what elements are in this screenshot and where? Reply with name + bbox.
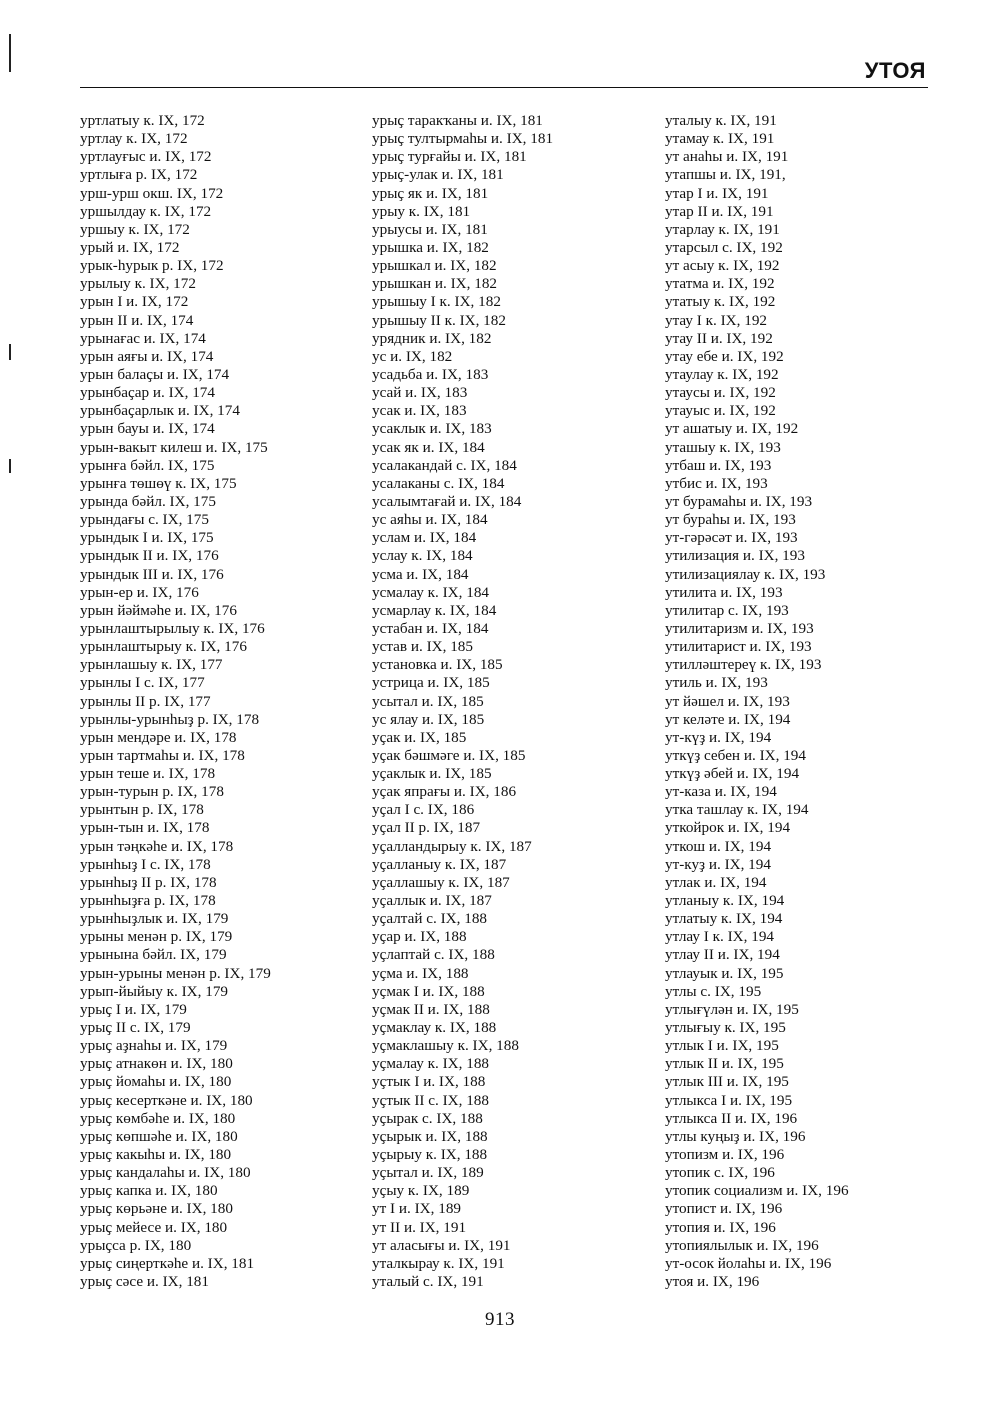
index-entry: уҫыу к. IX, 189 <box>372 1182 470 1200</box>
index-entry: урыҫ сәсе и. IX, 181 <box>80 1273 209 1290</box>
index-entry: урынлы II р. IX, 177 <box>80 692 211 710</box>
index-entry: уҫалтай с. IX, 188 <box>372 910 488 928</box>
index-entry: утопик социализм и. IX, 196 <box>665 1182 849 1200</box>
index-entry: утлатыу к. IX, 194 <box>665 910 783 928</box>
index-entry: ус аяһы и. IX, 184 <box>372 511 488 529</box>
index-entry: уткош и. IX, 194 <box>665 837 772 855</box>
index-entry: уршылдау к. IX, 172 <box>80 202 212 220</box>
index-entry: утбаш и. IX, 193 <box>665 456 772 474</box>
index-entry: урынлашыу к. IX, 177 <box>80 656 223 674</box>
index-entry: усадьба и. IX, 183 <box>372 365 489 383</box>
index-entry: урыҫ йомаһы и. IX, 180 <box>80 1073 232 1091</box>
index-entry: урын-тын и. IX, 178 <box>80 819 210 837</box>
index-entry: утар II и. IX, 191 <box>665 202 774 220</box>
index-entry: уталый с. IX, 191 <box>372 1273 484 1290</box>
index-entry: уҫырак с. IX, 188 <box>372 1109 483 1127</box>
index-entry: уткүҙ себен и. IX, 194 <box>665 746 806 764</box>
index-entry: урындык III и. IX, 176 <box>80 565 224 583</box>
index-entry: ус ялау и. IX, 185 <box>372 710 485 728</box>
index-entry: ут асыу к. IX, 192 <box>665 257 780 275</box>
index-entry: утамау к. IX, 191 <box>665 130 775 148</box>
index-entry: уҫмаклау к. IX, 188 <box>372 1019 497 1037</box>
index-entry: урынлы-урынһыҙ р. IX, 178 <box>80 710 260 728</box>
index-entry: усмарлау к. IX, 184 <box>372 601 497 619</box>
index-entry: урын-вакыт килеш и. IX, 175 <box>80 438 268 456</box>
index-entry: утилита и. IX, 193 <box>665 583 783 601</box>
index-entry: урышкал и. IX, 182 <box>372 257 497 275</box>
index-entry: урынтын р. IX, 178 <box>80 801 204 819</box>
margin-mark <box>9 34 11 72</box>
index-entry: уртлауғыс и. IX, 172 <box>80 148 212 166</box>
index-entry: урш-урш окш. IX, 172 <box>80 184 224 202</box>
index-entry: уҫак бәшмәге и. IX, 185 <box>372 746 526 764</box>
index-entry: урыҫ таракҡаны и. IX, 181 <box>372 112 543 129</box>
index-entry: урын-урыны менән р. IX, 179 <box>80 964 271 982</box>
index-entry: уташыу к. IX, 193 <box>665 438 781 456</box>
index-entry: урында бәйл. IX, 175 <box>80 492 216 510</box>
index-entry: усытал и. IX, 185 <box>372 692 484 710</box>
index-entry: уртлатыу к. IX, 172 <box>80 112 205 129</box>
index-entry: урыҫ як и. IX, 181 <box>372 184 489 202</box>
index-entry: уҫтык I и. IX, 188 <box>372 1073 486 1091</box>
index-entry: ут ашатыу и. IX, 192 <box>665 420 799 438</box>
index-entry: ут-куҙ и. IX, 194 <box>665 855 771 873</box>
index-entry: утлык II и. IX, 195 <box>665 1055 784 1073</box>
index-entry: урынһыҙлык и. IX, 179 <box>80 910 229 928</box>
index-entry: уҫалландырыу к. IX, 187 <box>372 837 532 855</box>
index-entry: утилләштереү к. IX, 193 <box>665 656 822 674</box>
index-entry: урын тартмаһы и. IX, 178 <box>80 746 245 764</box>
index-entry: уҫал II р. IX, 187 <box>372 819 481 837</box>
index-entry: урыҫ I и. IX, 179 <box>80 1000 187 1018</box>
index-entry: ут-күҙ и. IX, 194 <box>665 728 772 746</box>
index-entry: урый и. IX, 172 <box>80 238 180 256</box>
index-entry: уткүҙ әбей и. IX, 194 <box>665 765 800 783</box>
index-entry: утатыу к. IX, 192 <box>665 293 776 311</box>
index-entry: урыҫ кесерткәне и. IX, 180 <box>80 1091 253 1109</box>
index-entry: ут анаһы и. IX, 191 <box>665 148 789 166</box>
index-entry: урыны менән р. IX, 179 <box>80 928 233 946</box>
index-entry: утилизациялау к. IX, 193 <box>665 565 826 583</box>
index-entry: урыҫса р. IX, 180 <box>80 1236 192 1254</box>
index-entry: утарсыл с. IX, 192 <box>665 238 783 256</box>
index-entry: ут аласығы и. IX, 191 <box>372 1236 511 1254</box>
index-entry: утаулау к. IX, 192 <box>665 365 779 383</box>
index-entry: урышка и. IX, 182 <box>372 238 489 256</box>
index-entry: урыҫ-улак и. IX, 181 <box>372 166 504 184</box>
index-entry: утапшы и. IX, 191, <box>665 166 786 184</box>
index-entry: урындык I и. IX, 175 <box>80 529 214 547</box>
index-entry: уҫаллык и. IX, 187 <box>372 892 492 910</box>
index-column-2 <box>372 112 553 1291</box>
index-entry: услам и. IX, 184 <box>372 529 477 547</box>
index-entry: утлык III и. IX, 195 <box>665 1073 789 1091</box>
index-entry: усалаканы с. IX, 184 <box>372 474 505 492</box>
header-rule <box>80 87 928 88</box>
index-entry: урынға төшөү к. IX, 175 <box>80 474 237 492</box>
index-entry: ут йәшел и. IX, 193 <box>665 692 790 710</box>
index-entry: усалымтағай и. IX, 184 <box>372 492 522 510</box>
index-entry: ут-гәрәсәт и. IX, 193 <box>665 529 798 547</box>
index-entry: утлығүлән и. IX, 195 <box>665 1000 799 1018</box>
index-entry: утауыс и. IX, 192 <box>665 402 776 420</box>
index-entry: урыусы и. IX, 181 <box>372 220 488 238</box>
index-entry: усалакандай с. IX, 184 <box>372 456 517 474</box>
index-entry: урыҫ мейесе и. IX, 180 <box>80 1218 228 1236</box>
index-entry: утлык I и. IX, 195 <box>665 1037 779 1055</box>
index-entry: утлауык и. IX, 195 <box>665 964 784 982</box>
index-entry: утопист и. IX, 196 <box>665 1200 783 1218</box>
index-entry: уҫак и. IX, 185 <box>372 728 467 746</box>
index-entry: урядник и. IX, 182 <box>372 329 492 347</box>
index-entry: утау II и. IX, 192 <box>665 329 773 347</box>
index-entry: урын-турын р. IX, 178 <box>80 783 224 801</box>
index-entry: уҫаклык и. IX, 185 <box>372 765 492 783</box>
index-entry: уҫытал и. IX, 189 <box>372 1164 484 1182</box>
index-entry: устрица и. IX, 185 <box>372 674 490 692</box>
index-entry: утопиялылык и. IX, 196 <box>665 1236 819 1254</box>
index-entry: утаусы и. IX, 192 <box>665 384 776 402</box>
index-entry: уҫал I с. IX, 186 <box>372 801 475 819</box>
index-entry: усма и. IX, 184 <box>372 565 469 583</box>
index-entry: урын мендәре и. IX, 178 <box>80 728 237 746</box>
index-entry: урык-һурык р. IX, 172 <box>80 257 224 275</box>
index-entry: утопизм и. IX, 196 <box>665 1146 785 1164</box>
index-entry: утлыкса I и. IX, 195 <box>665 1091 793 1109</box>
index-entry: уталыу к. IX, 191 <box>665 112 777 129</box>
index-entry: урын тәңкәһе и. IX, 178 <box>80 837 234 855</box>
index-entry: уртлау к. IX, 172 <box>80 130 188 148</box>
index-entry: утау ебе и. IX, 192 <box>665 347 784 365</box>
index-entry: ут бураһы и. IX, 193 <box>665 511 796 529</box>
index-entry: урыҫ капка и. IX, 180 <box>80 1182 218 1200</box>
index-entry: утопия и. IX, 196 <box>665 1218 776 1236</box>
index-entry: уҫмаклашыу к. IX, 188 <box>372 1037 519 1055</box>
index-entry: урыҫ көмбәһе и. IX, 180 <box>80 1109 236 1127</box>
index-entry: урын II и. IX, 174 <box>80 311 194 329</box>
index-entry: урынағас и. IX, 174 <box>80 329 206 347</box>
index-entry: усай и. IX, 183 <box>372 384 468 402</box>
index-entry: уҫмак I и. IX, 188 <box>372 982 485 1000</box>
index-entry: урынбаҫарлык и. IX, 174 <box>80 402 240 420</box>
index-entry: урынһыҙға р. IX, 178 <box>80 892 216 910</box>
index-entry: усаклык и. IX, 183 <box>372 420 492 438</box>
index-entry: урышкан и. IX, 182 <box>372 275 498 293</box>
index-entry: урынбаҫар и. IX, 174 <box>80 384 215 402</box>
index-entry: утлы с. IX, 195 <box>665 982 762 1000</box>
index-entry: урыу к. IX, 181 <box>372 202 471 220</box>
index-entry: утлау II и. IX, 194 <box>665 946 780 964</box>
index-entry: урыҫ турғайы и. IX, 181 <box>372 148 527 166</box>
index-entry: урын I и. IX, 172 <box>80 293 189 311</box>
index-entry: урыҫ аҙнаһы и. IX, 179 <box>80 1037 228 1055</box>
index-entry: уршыу к. IX, 172 <box>80 220 190 238</box>
index-entry: утилизация и. IX, 193 <box>665 547 805 565</box>
index-entry: усак и. IX, 183 <box>372 402 467 420</box>
index-entry: уҫырык и. IX, 188 <box>372 1127 488 1145</box>
index-entry: утланыу к. IX, 194 <box>665 892 785 910</box>
index-entry: урын балаҫы и. IX, 174 <box>80 365 230 383</box>
index-entry: утка ташлау к. IX, 194 <box>665 801 809 819</box>
index-entry: урын аяғы и. IX, 174 <box>80 347 214 365</box>
index-entry: урылыу к. IX, 172 <box>80 275 196 293</box>
index-column-3 <box>665 112 849 1291</box>
index-entry: услау к. IX, 184 <box>372 547 473 565</box>
index-entry: усак як и. IX, 184 <box>372 438 485 456</box>
index-entry: утиль и. IX, 193 <box>665 674 768 692</box>
index-entry: ут келәте и. IX, 194 <box>665 710 791 728</box>
index-entry: урындык II и. IX, 176 <box>80 547 219 565</box>
index-entry: урын йәймәһе и. IX, 176 <box>80 601 237 619</box>
index-entry: урып-йыйыу к. IX, 179 <box>80 982 229 1000</box>
index-entry: урынлы I с. IX, 177 <box>80 674 205 692</box>
index-entry: ут-осок йолаһы и. IX, 196 <box>665 1254 832 1272</box>
index-entry: урыҫ кандалаһы и. IX, 180 <box>80 1164 251 1182</box>
index-entry: урынлаштырылыу к. IX, 176 <box>80 619 265 637</box>
index-entry: утлыкса II и. IX, 196 <box>665 1109 798 1127</box>
index-entry: урынһыҙ I с. IX, 178 <box>80 855 211 873</box>
index-entry: утилитарист и. IX, 193 <box>665 638 812 656</box>
index-entry: урыҫ какыһы и. IX, 180 <box>80 1146 232 1164</box>
index-entry: устав и. IX, 185 <box>372 638 473 656</box>
index-entry: уҫар и. IX, 188 <box>372 928 467 946</box>
index-entry: утар I и. IX, 191 <box>665 184 769 202</box>
index-entry: утау I к. IX, 192 <box>665 311 768 329</box>
index-entry: усмалау к. IX, 184 <box>372 583 490 601</box>
index-entry: установка и. IX, 185 <box>372 656 503 674</box>
index-entry: утилитар с. IX, 193 <box>665 601 789 619</box>
index-entry: урыҫ сиңерткәһе и. IX, 181 <box>80 1254 255 1272</box>
index-entry: уҫак япрағы и. IX, 186 <box>372 783 517 801</box>
index-entry: урыҫ атнакөн и. IX, 180 <box>80 1055 233 1073</box>
index-entry: утарлау к. IX, 191 <box>665 220 780 238</box>
index-entry: уҫалланыу к. IX, 187 <box>372 855 507 873</box>
index-entry: утлығыу к. IX, 195 <box>665 1019 786 1037</box>
index-columns <box>0 112 1000 1312</box>
index-entry: урышыу I к. IX, 182 <box>372 293 501 311</box>
index-entry: урыҫ көпшәһе и. IX, 180 <box>80 1127 238 1145</box>
index-entry: урынына бәйл. IX, 179 <box>80 946 227 964</box>
index-entry: урыҫ тултырмаһы и. IX, 181 <box>372 130 554 148</box>
index-entry: утатма и. IX, 192 <box>665 275 775 293</box>
index-entry: уҫтык II с. IX, 188 <box>372 1091 489 1109</box>
index-entry: ус и. IX, 182 <box>372 347 453 365</box>
index-entry: утлы куңыҙ и. IX, 196 <box>665 1127 806 1145</box>
page-number: 913 <box>485 1309 515 1330</box>
index-entry: утлак и. IX, 194 <box>665 873 767 891</box>
index-entry: утбис и. IX, 193 <box>665 474 768 492</box>
index-entry: ут I и. IX, 189 <box>372 1200 462 1218</box>
running-head: УТОЯ <box>864 58 926 83</box>
index-entry: урыҫ II с. IX, 179 <box>80 1019 191 1037</box>
index-entry: уҫмак II и. IX, 188 <box>372 1000 490 1018</box>
index-column-1 <box>80 112 271 1291</box>
index-entry: урын теше и. IX, 178 <box>80 765 216 783</box>
index-entry: уҫырыу к. IX, 188 <box>372 1146 488 1164</box>
index-entry: урынһыҙ II р. IX, 178 <box>80 873 217 891</box>
index-entry: уҫлаптай с. IX, 188 <box>372 946 495 964</box>
index-entry: ут-каза и. IX, 194 <box>665 783 777 801</box>
index-entry: урынлаштырыу к. IX, 176 <box>80 638 247 656</box>
index-entry: урышыу II к. IX, 182 <box>372 311 506 329</box>
index-entry: уҫаллашыу к. IX, 187 <box>372 873 510 891</box>
index-entry: урыҫ көрьәне и. IX, 180 <box>80 1200 233 1218</box>
index-entry: ут II и. IX, 191 <box>372 1218 467 1236</box>
index-entry: ут бурамаһы и. IX, 193 <box>665 492 813 510</box>
index-entry: утоя и. IX, 196 <box>665 1273 760 1290</box>
index-entry: уталкырау к. IX, 191 <box>372 1254 505 1272</box>
index-entry: уҫмалау к. IX, 188 <box>372 1055 490 1073</box>
index-entry: урынға бәйл. IX, 175 <box>80 456 215 474</box>
index-entry: уткойрок и. IX, 194 <box>665 819 791 837</box>
index-entry: урын бауы и. IX, 174 <box>80 420 215 438</box>
index-entry: утилитаризм и. IX, 193 <box>665 619 814 637</box>
index-entry: уртлыға р. IX, 172 <box>80 166 198 184</box>
index-entry: урын-ер и. IX, 176 <box>80 583 199 601</box>
index-entry: урындағы с. IX, 175 <box>80 511 209 529</box>
index-entry: уҫма и. IX, 188 <box>372 964 469 982</box>
index-entry: устабан и. IX, 184 <box>372 619 489 637</box>
index-entry: утлау I к. IX, 194 <box>665 928 775 946</box>
index-entry: утопик с. IX, 196 <box>665 1164 775 1182</box>
